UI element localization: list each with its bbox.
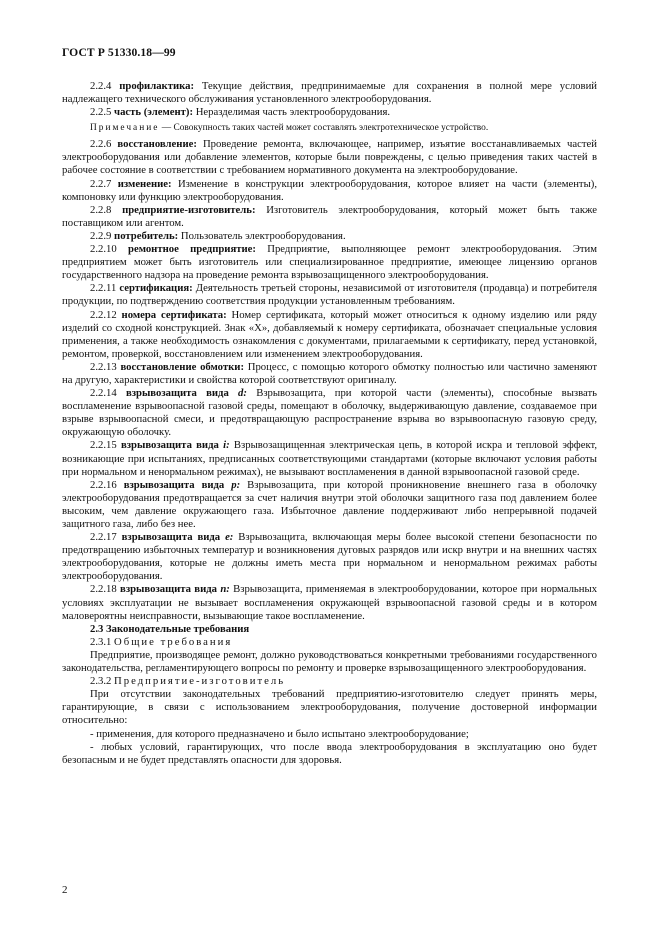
clause-2-2-16: 2.2.16 взрывозащита вида p: Взрывозащита, при которой проникновение внешнего газа в оболочку электрооборудования предотвращается за счет наличия внутри этой оболочки защитного газа под давлением более высоким, чем давление окружающего газа. Избыточное давление поддерживают либо непрерывной подачей защитного газа, либо без нее. (62, 478, 598, 530)
clause-2-2-12: 2.2.12 номера сертификата: Номер сертификата, который может относиться к одному изделию или ряду изделий со сходной конструкцией. Знак «Х», добавляемый к номеру сертификата, обозначает специальные условия применения, а также необходимость ознакомления с документами, прилагаемыми к сертификату, перед установкой, ремонтом, проверкой, восстановлением или изменением электрооборудования. (62, 308, 598, 360)
clause-2-2-17: 2.2.17 взрывозащита вида е: Взрывозащита, включающая меры более высокой степени безопасности по предотвращению избыточных температур и возникновения дуговых разрядов или искр внутри и на внешних частях электрооборудования, которые не должны иметь места при нормальном и ненормальном режимах работы электрооборудования. (62, 531, 598, 583)
clause-2-2-14: 2.2.14 взрывозащита вида d: Взрывозащита, при которой части (элементы), способные вызвать воспламенение взрывоопасной газовой среды, помещают в оболочку, выдерживающую давление, создаваемое при взрыве взрывоопасной смеси, и предотвращающую распространение взрыва во взрывоопасную газовую среду, окружающую оболочку. (62, 387, 598, 439)
list-item: - применения, для которого предназначено и было испытано электрооборудование; (90, 727, 469, 740)
list-item: - любых условий, гарантирующих, что после ввода электрооборудования в эксплуатацию оно будет безопасным и не будет представлять опасности для здоровья. (62, 740, 597, 766)
clause-2-2-10: 2.2.10 ремонтное предприятие: Предприятие, выполняющее ремонт электрооборудования. Этим предприятием может быть изготовитель или специализированное предприятие, имеющее лицензию органов государственного надзора на проведение ремонта взрывозащищенного электрооборудования. (62, 243, 598, 282)
document-body (62, 80, 597, 767)
subsection-2-3-1-heading: 2.3.1 Общие требования (90, 635, 233, 648)
clause-2-2-6: 2.2.6 восстановление: Проведение ремонта, включающее, например, изъятие восстанавливаемых частей электрооборудования или добавление элементов, которые были повреждены, с целью приведения таких частей в рабочее состояние в соответствии с требованием нормативного документа на электрооборудование. (62, 138, 597, 177)
clause-2-2-13: 2.2.13 восстановление обмотки: Процесс, с помощью которого обмотку полностью или частично заменяют на другую, характеристики и свойства которой соответствуют оригиналу. (62, 360, 598, 386)
subsection-2-3-2-text: При отсутствии законодательных требований предприятию-изготовителю следует принять меры, гарантирующие, в связи с использованием электрооборудования, получение достоверной информации относительно: (62, 688, 597, 727)
clause-2-2-7: 2.2.7 изменение: Изменение в конструкции электрооборудования, которое влияет на части (элементы), компоновку или функцию электрооборудования. (62, 177, 598, 203)
section-heading: 2.3 Законодательные требования (90, 622, 250, 635)
clause-2-2-11: 2.2.11 сертификация: Деятельность третьей стороны, независимой от изготовителя (продавца) и потребителя продукции, по подтверждению соответствия продукции установленным требованиям. (62, 282, 598, 308)
subsection-2-3-1-text: Предприятие, производящее ремонт, должно руководствоваться конкретными требованиями государственного законодательства, регламентирующего вопросы по ремонту и проверке взрывозащищенного электрооборудования. (62, 648, 597, 675)
clause-2-2-8: 2.2.8 предприятие-изготовитель: Изготовитель электрооборудования, который может быть также поставщиком или агентом. (62, 203, 598, 229)
clause-2-2-9: 2.2.9 потребитель: Пользователь электрооборудования. (90, 229, 346, 242)
subsection-2-3-2-heading: 2.3.2 Предприятие-изготовитель (90, 675, 286, 688)
clause-2-2-18: 2.2.18 взрывозащита вида n: Взрывозащита, применяемая в электрооборудовании, которое при нормальных условиях эксплуатации не вызывает воспламенения окружающей взрывоопасной газовой среды и в котором маловероятны неисправности, вызывающие такое воспламенение. (62, 583, 598, 622)
clause-2-2-5: 2.2.5 часть (элемент): Неразделимая часть электрооборудования. (90, 106, 391, 119)
clause-2-2-4: 2.2.4 профилактика: Текущие действия, предпринимаемые для сохранения в полной мере условий надлежащего технического обслуживания установленного электрооборудования. (62, 80, 598, 106)
page-header: ГОСТ Р 51330.18—99 (62, 46, 176, 59)
clause-2-2-15: 2.2.15 взрывозащита вида i: Взрывозащищенная электрическая цепь, в которой искра и тепловой эффект, возникающие при испытаниях, предписанных соответствующими стандартами (которые включают условия работы при нормальном и ненормальном режимах), не вызывают воспламенения в данной взрывоопасной газовой среде. (62, 439, 598, 478)
note: Примечание — Совокупность таких частей может составлять электротехническое устройство. (90, 123, 489, 134)
page-number: 2 (62, 884, 68, 896)
